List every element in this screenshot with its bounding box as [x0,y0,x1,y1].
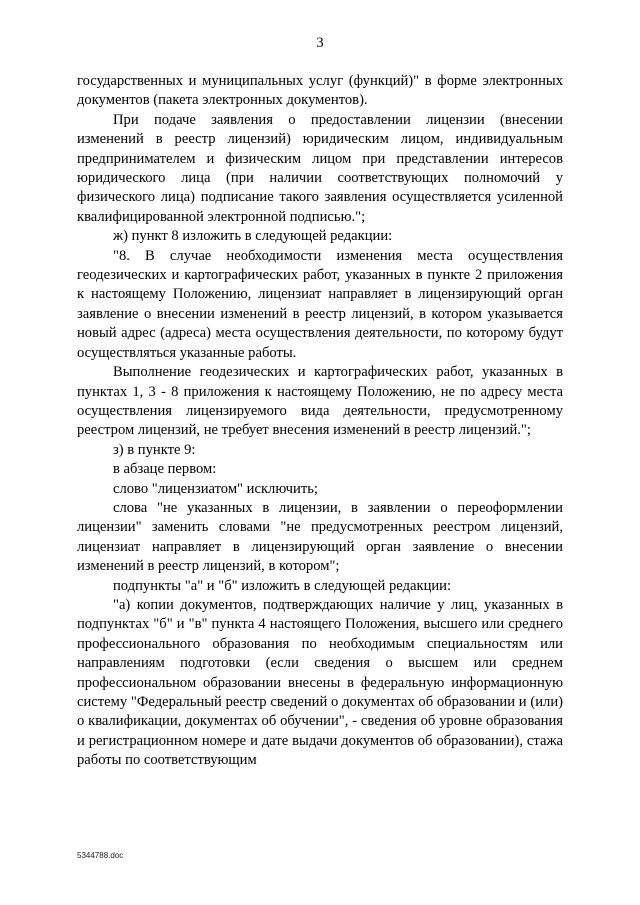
paragraph-exclude-word: слово "лицензиатом" исключить; [113,480,318,497]
paragraph-subitem-a: "а) копии документов, подтверждающих наличие у лиц, указанных в подпунктах "б" и "в" пункта 4 настоящего Положения, высшего или среднего профессионального образования по необходимым специальностям или направлениям подготовки (если сведения о высшем или среднем профессиональном образовании внесены в федеральную информационную систему "Федеральный реестр сведений о документах об образовании и (или) о квалификации, документах об обучении", - сведения об уровне образования и регистрационном номере и дате выдачи документов об образовании), стажа работы по соответствующим [77,596,563,769]
paragraph-item-zh: ж) пункт 8 изложить в следующей редакции: [113,228,393,245]
footer-document-code: 5344788.doc [77,851,124,860]
paragraph-item-z: з) в пункте 9: [113,441,196,458]
paragraph-subitems-a-b: подпункты "а" и "б" изложить в следующей редакции: [113,577,452,594]
paragraph-point-8-second: Выполнение геодезических и картографических работ, указанных в пунктах 1, 3 - 8 приложения к настоящему Положению, не по адресу места осуществления лицензируемого вида деятельности, предусмотренному реестром лицензий, не требует внесения изменений в реестр лицензий."; [77,364,563,439]
paragraph-replace-words: слова "не указанных в лицензии, в заявлении о переоформлении лицензии" заменить словами "не предусмотренных реестром лицензий, лицензиат направляет в лицензирующий орган заявление о внесении изменений в реестр лицензий, в котором"; [77,499,563,575]
paragraph-signature-clause: При подаче заявления о предоставлении лицензии (внесении изменений в реестр лицензий) юридическим лицом, индивидуальным предпринимателем и физическим лицом при представлении интересов юридического лица (при наличии соответствующих полномочий у физического лица) подписание такого заявления осуществляется усиленной квалифицированной электронной подписью."; [77,111,563,225]
page-number: 3 [316,35,324,51]
paragraph-point-8: "8. В случае необходимости изменения места осуществления геодезических и картографических работ, указанных в пункте 2 приложения к настоящему Положению, лицензиат направляет в лицензирующий орган заявление о внесении изменений в реестр лицензий, в котором указывается новый адрес (адреса) места осуществления деятельности, по которому будут осуществляться указанные работы. [77,247,563,361]
document-body [77,72,563,771]
paragraph-continuation: государственных и муниципальных услуг (функций)" в форме электронных документов (пакета электронных документов). [77,73,563,109]
paragraph-first-subparagraph: в абзаце первом: [113,461,217,478]
